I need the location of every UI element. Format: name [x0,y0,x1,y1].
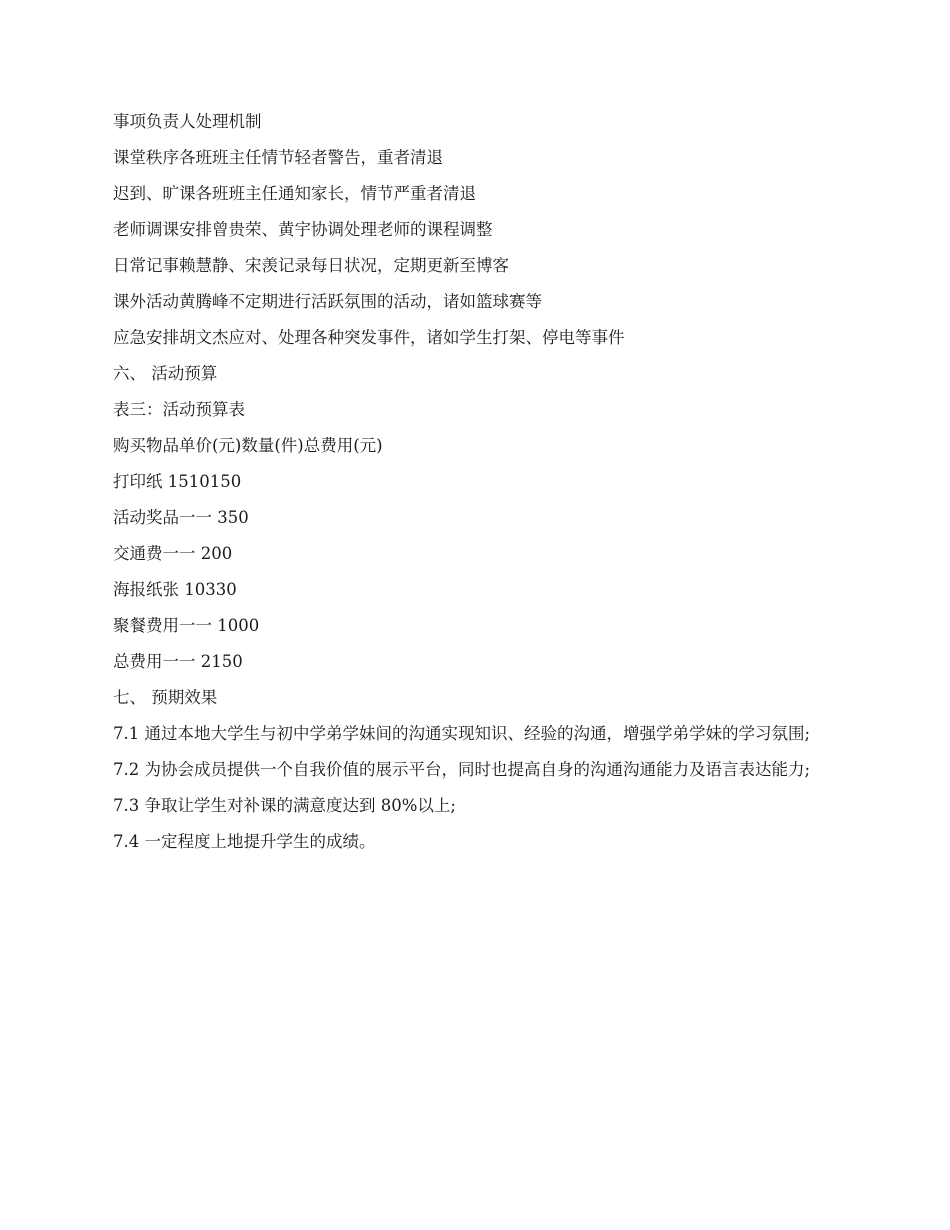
effects-item: 7.2 为协会成员提供一个自我价值的展示平台，同时也提高自身的沟通沟通能力及语言表达能力; [113,760,811,779]
mechanism-row: 课外活动黄腾峰不定期进行活跃氛围的活动，诸如篮球赛等 [113,292,542,311]
budget-section-title: 六、 活动预算 [113,364,218,383]
mechanism-row: 应急安排胡文杰应对、处理各种突发事件，诸如学生打架、停电等事件 [113,328,625,347]
budget-row: 海报纸张 10330 [113,580,237,599]
mechanism-row: 课堂秩序各班班主任情节轻者警告，重者清退 [113,148,443,167]
budget-row: 打印纸 1510150 [113,472,242,491]
effects-item: 7.1 通过本地大学生与初中学弟学妹间的沟通实现知识、经验的沟通，增强学弟学妹的学习氛围; [113,724,811,743]
budget-row: 活动奖品一一 350 [113,508,249,527]
mechanism-header: 事项负责人处理机制 [113,112,262,131]
effects-item: 7.4 一定程度上地提升学生的成绩。 [113,832,376,851]
effects-item: 7.3 争取让学生对补课的满意度达到 80%以上; [113,796,456,815]
mechanism-row: 老师调课安排曾贵荣、黄宇协调处理老师的课程调整 [113,220,493,239]
budget-table-caption: 表三：活动预算表 [113,400,245,419]
budget-row: 聚餐费用一一 1000 [113,616,260,635]
budget-row: 总费用一一 2150 [113,652,243,671]
mechanism-row: 日常记事赖慧静、宋羡记录每日状况，定期更新至博客 [113,256,509,275]
document-page [113,110,835,866]
budget-table-header: 购买物品单价(元)数量(件)总费用(元) [113,436,383,455]
effects-section-title: 七、 预期效果 [113,688,218,707]
budget-row: 交通费一一 200 [113,544,233,563]
mechanism-row: 迟到、旷课各班班主任通知家长，情节严重者清退 [113,184,476,203]
